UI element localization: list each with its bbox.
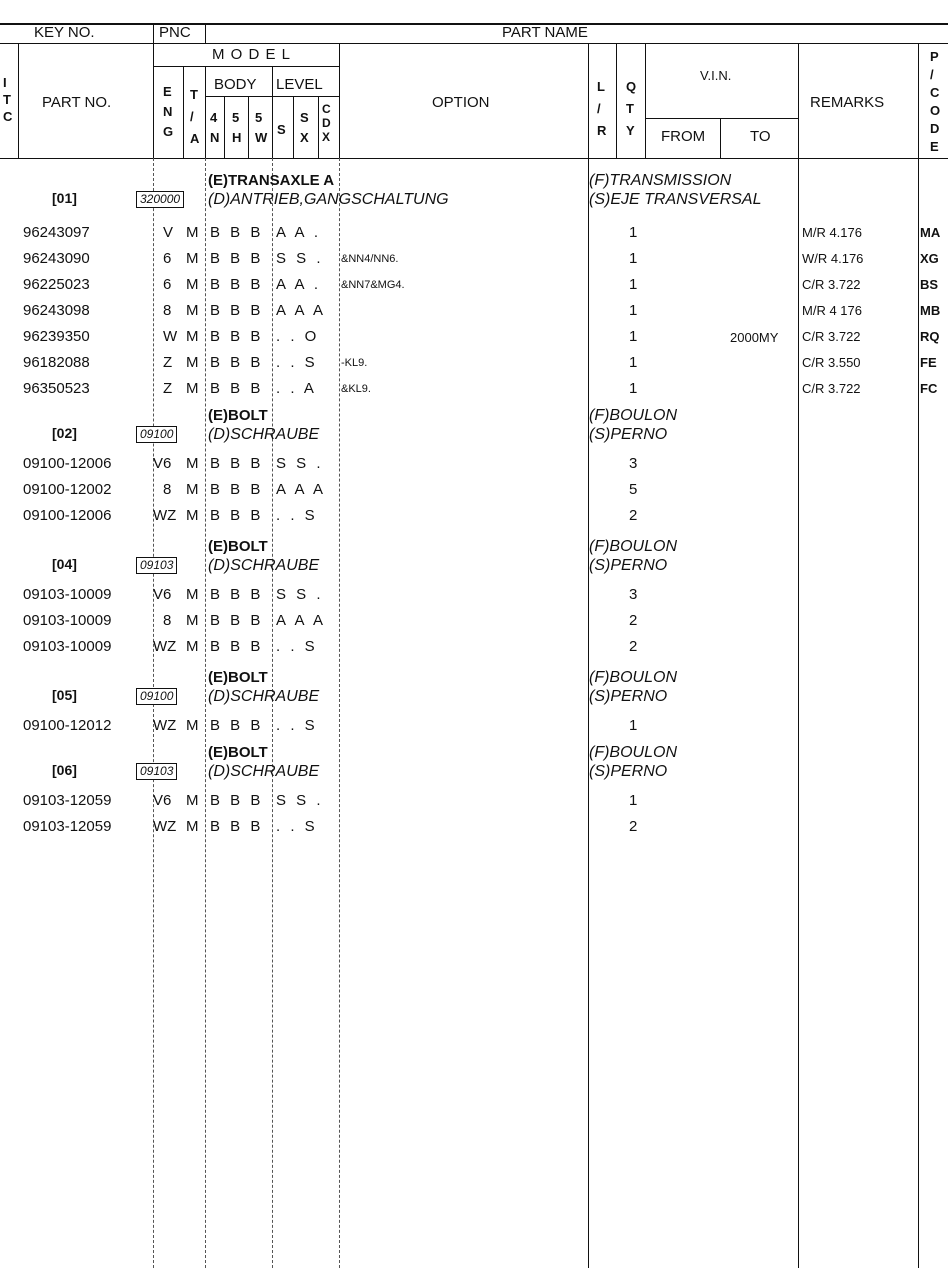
vin-to-header: TO [750, 128, 771, 145]
transaxle-code: M [186, 792, 199, 809]
pnc-box: 09100 [136, 426, 177, 443]
body-col-label: N [210, 130, 220, 145]
transaxle-code: M [186, 455, 199, 472]
part-name-spanish: (S)PERNO [589, 688, 668, 705]
part-name-spanish: (S)PERNO [589, 426, 668, 443]
col-vin-divider [798, 43, 799, 158]
body-applicability: B B B [210, 792, 264, 809]
level-applicability: S S . [276, 455, 324, 472]
key-number: [05] [52, 687, 77, 703]
pcode: FC [920, 381, 938, 396]
pnc-box: 09103 [136, 763, 177, 780]
quantity: 1 [629, 717, 638, 734]
engine-code: 8 [163, 302, 172, 319]
level-applicability: S S . [276, 250, 324, 267]
level-col-label: S [300, 110, 309, 125]
col-lr-divider [616, 43, 617, 158]
body-applicability: B B B [210, 481, 264, 498]
body-applicability: B B B [210, 586, 264, 603]
part-name-german: (D)SCHRAUBE [208, 426, 320, 443]
level-col-cdx [322, 102, 331, 144]
level-applicability: A A . [276, 276, 322, 293]
part-number: 09103-10009 [23, 586, 112, 603]
part-name-spanish: (S)PERNO [589, 763, 668, 780]
body-applicability: B B B [210, 455, 264, 472]
col-pnc-divider [205, 23, 206, 43]
lr-letter: / [597, 101, 601, 116]
remarks: C/R 3.722 [802, 381, 861, 396]
lr-letter: R [597, 123, 607, 138]
part-name-english: (E)BOLT [208, 669, 268, 686]
part-number: 96243090 [23, 250, 90, 267]
body-col-5w [255, 108, 267, 148]
quantity: 1 [629, 328, 638, 345]
part-name-spanish: (S)EJE TRANSVERSAL [589, 191, 762, 208]
col-itc-divider [18, 43, 19, 158]
body-applicability: B B B [210, 717, 264, 734]
engine-code: 8 [163, 612, 172, 629]
pcode: MA [920, 225, 941, 240]
col-level-s [293, 96, 294, 158]
body-line-ta [205, 158, 206, 1268]
engine-code: 6 [163, 250, 172, 267]
option-code: &NN4/NN6. [341, 253, 399, 265]
level-col-label: D [322, 116, 331, 130]
part-number: 09100-12006 [23, 455, 112, 472]
quantity: 1 [629, 354, 638, 371]
engine-code: V6 [153, 586, 172, 603]
option-code: &KL9. [341, 383, 371, 395]
engine-code: 6 [163, 276, 172, 293]
part-name-english: (E)BOLT [208, 538, 268, 555]
pcode: MB [920, 303, 941, 318]
body-applicability: B B B [210, 380, 264, 397]
header-rule-1 [0, 43, 948, 44]
transaxle-code: M [186, 302, 199, 319]
transaxle-code: M [186, 276, 199, 293]
part-name-french: (F)BOULON [589, 538, 677, 555]
part-number: 09103-10009 [23, 612, 112, 629]
engine-code: WZ [153, 638, 177, 655]
vin-from-header: FROM [661, 128, 706, 145]
level-applicability: . . S [276, 717, 318, 734]
pcode-header [930, 48, 940, 156]
qty-header [626, 76, 636, 142]
header-top-rule [0, 23, 948, 25]
eng-letter: E [163, 84, 172, 99]
body-col-label: 4 [210, 110, 218, 125]
itc-letter: C [3, 109, 13, 124]
part-name-german: (D)SCHRAUBE [208, 763, 320, 780]
engine-code: WZ [153, 818, 177, 835]
key-no-header: KEY NO. [34, 24, 95, 41]
body-applicability: B B B [210, 612, 264, 629]
pcode: BS [920, 277, 939, 292]
col-qty-divider [645, 43, 646, 158]
key-number: [04] [52, 556, 77, 572]
part-name-english: (E)TRANSAXLE A [208, 172, 335, 189]
part-number: 96225023 [23, 276, 90, 293]
remarks: W/R 4.176 [802, 251, 864, 266]
ta-header [190, 84, 199, 150]
lr-header [597, 76, 606, 142]
quantity: 1 [629, 380, 638, 397]
part-number: 96243098 [23, 302, 90, 319]
engine-code: WZ [153, 717, 177, 734]
vin-header: V.I.N. [700, 68, 732, 83]
body-applicability: B B B [210, 328, 264, 345]
itc-letter: T [3, 92, 11, 107]
body-line-remarks [918, 158, 919, 1268]
transaxle-code: M [186, 481, 199, 498]
transaxle-code: M [186, 328, 199, 345]
level-applicability: S S . [276, 792, 324, 809]
part-number: 96243097 [23, 224, 90, 241]
quantity: 1 [629, 302, 638, 319]
body-header: BODY [214, 76, 257, 93]
transaxle-code: M [186, 224, 199, 241]
engine-code: V [163, 224, 174, 241]
transaxle-code: M [186, 612, 199, 629]
quantity: 1 [629, 276, 638, 293]
col-partno-divider [153, 23, 154, 158]
level-col-label: C [322, 102, 331, 116]
body-col-5h [232, 108, 241, 148]
body-applicability: B B B [210, 507, 264, 524]
quantity: 2 [629, 638, 638, 655]
part-name-french: (F)BOULON [589, 669, 677, 686]
part-number: 09100-12006 [23, 507, 112, 524]
remarks: M/R 4.176 [802, 225, 862, 240]
part-name-german: (D)ANTRIEB,GANGSCHALTUNG [208, 191, 449, 208]
vin-rule [645, 118, 798, 119]
model-header: M O D E L [212, 46, 292, 63]
engine-code: WZ [153, 507, 177, 524]
body-applicability: B B B [210, 354, 264, 371]
col-option-divider [588, 43, 589, 158]
engine-code: Z [163, 380, 173, 397]
body-applicability: B B B [210, 818, 264, 835]
remarks: C/R 3.722 [802, 329, 861, 344]
pcode-letter: E [930, 139, 939, 154]
level-applicability: . . S [276, 818, 318, 835]
option-code: -KL9. [341, 357, 368, 369]
transaxle-code: M [186, 380, 199, 397]
quantity: 2 [629, 612, 638, 629]
level-applicability: . . S [276, 354, 318, 371]
part-name-english: (E)BOLT [208, 744, 268, 761]
part-number: 09103-12059 [23, 818, 112, 835]
col-model-divider [339, 43, 340, 158]
body-line-option [588, 158, 589, 1268]
part-name-german: (D)SCHRAUBE [208, 688, 320, 705]
quantity: 3 [629, 586, 638, 603]
pcode-letter: / [930, 67, 934, 82]
body-col-label: H [232, 130, 242, 145]
quantity: 1 [629, 250, 638, 267]
engine-code: V6 [153, 792, 172, 809]
body-applicability: B B B [210, 638, 264, 655]
pnc-header: PNC [159, 24, 191, 41]
col-body-4n [224, 96, 225, 158]
remarks: M/R 4 176 [802, 303, 862, 318]
qty-letter: Y [626, 123, 635, 138]
eng-letter: G [163, 124, 174, 139]
part-number: 96182088 [23, 354, 90, 371]
level-header: LEVEL [276, 76, 323, 93]
part-number: 96350523 [23, 380, 90, 397]
body-line-vin [798, 158, 799, 1268]
pcode: FE [920, 355, 937, 370]
level-col-label: X [300, 130, 309, 145]
col-level-sx [318, 96, 319, 158]
part-name-english: (E)BOLT [208, 407, 268, 424]
col-remarks-divider [918, 43, 919, 158]
transaxle-code: M [186, 354, 199, 371]
part-number: 09100-12002 [23, 481, 112, 498]
itc-letter: I [3, 75, 7, 90]
level-applicability: A A A [276, 612, 327, 629]
eng-header [163, 82, 173, 142]
part-name-header: PART NAME [502, 24, 588, 41]
part-number: 96239350 [23, 328, 90, 345]
part-number: 09103-12059 [23, 792, 112, 809]
key-number: [01] [52, 190, 77, 206]
part-name-french: (F)BOULON [589, 407, 677, 424]
transaxle-code: M [186, 717, 199, 734]
quantity: 5 [629, 481, 638, 498]
pnc-box: 09100 [136, 688, 177, 705]
level-applicability: A A A [276, 302, 327, 319]
body-col-label: W [255, 130, 268, 145]
vin-to: 2000MY [730, 330, 779, 345]
quantity: 3 [629, 455, 638, 472]
header-bottom-rule [0, 158, 948, 159]
part-name-french: (F)BOULON [589, 744, 677, 761]
itc-header [3, 74, 12, 125]
key-number: [06] [52, 762, 77, 778]
col-body-divider [272, 66, 273, 158]
quantity: 2 [629, 818, 638, 835]
col-from-divider [720, 118, 721, 158]
quantity: 1 [629, 224, 638, 241]
body-line-model [339, 158, 340, 1268]
level-applicability: . . S [276, 638, 318, 655]
col-eng-divider [183, 66, 184, 158]
remarks: C/R 3.722 [802, 277, 861, 292]
part-name-french: (F)TRANSMISSION [589, 172, 732, 189]
body-col-label: 5 [232, 110, 240, 125]
quantity: 2 [629, 507, 638, 524]
pcode-letter: D [930, 121, 940, 136]
part-name-spanish: (S)PERNO [589, 557, 668, 574]
engine-code: 8 [163, 481, 172, 498]
body-applicability: B B B [210, 224, 264, 241]
level-col-sx [300, 108, 309, 148]
level-applicability: A A A [276, 481, 327, 498]
body-col-label: 5 [255, 110, 263, 125]
engine-code: W [163, 328, 178, 345]
level-applicability: . . A [276, 380, 317, 397]
engine-code: V6 [153, 455, 172, 472]
remarks: C/R 3.550 [802, 355, 861, 370]
level-applicability: A A . [276, 224, 322, 241]
col-body-5h [248, 96, 249, 158]
quantity: 1 [629, 792, 638, 809]
level-applicability: . . S [276, 507, 318, 524]
transaxle-code: M [186, 638, 199, 655]
part-number: 09100-12012 [23, 717, 112, 734]
col-ta-divider [205, 66, 206, 158]
level-applicability: . . O [276, 328, 320, 345]
body-line-body [272, 158, 273, 1268]
remarks-header: REMARKS [810, 94, 885, 111]
pcode-letter: C [930, 85, 940, 100]
pnc-box: 09103 [136, 557, 177, 574]
transaxle-code: M [186, 586, 199, 603]
transaxle-code: M [186, 250, 199, 267]
option-code: &NN7&MG4. [341, 279, 405, 291]
option-header: OPTION [432, 94, 490, 111]
qty-letter: T [626, 101, 634, 116]
eng-letter: N [163, 104, 173, 119]
body-applicability: B B B [210, 250, 264, 267]
model-rule [153, 66, 339, 67]
ta-letter: A [190, 131, 200, 146]
body-applicability: B B B [210, 276, 264, 293]
level-applicability: S S . [276, 586, 324, 603]
body-applicability: B B B [210, 302, 264, 319]
part-no-header: PART NO. [42, 94, 112, 111]
body-line-partno [153, 158, 154, 1268]
level-col-label: X [322, 130, 331, 144]
level-col-s: S [277, 122, 286, 137]
pcode-letter: O [930, 103, 941, 118]
pcode-letter: P [930, 49, 939, 64]
ta-letter: T [190, 87, 198, 102]
key-number: [02] [52, 425, 77, 441]
part-number: 09103-10009 [23, 638, 112, 655]
qty-letter: Q [626, 79, 637, 94]
transaxle-code: M [186, 507, 199, 524]
lr-letter: L [597, 79, 605, 94]
pnc-box: 320000 [136, 191, 184, 208]
engine-code: Z [163, 354, 173, 371]
transaxle-code: M [186, 818, 199, 835]
pcode: RQ [920, 329, 940, 344]
pcode: XG [920, 251, 939, 266]
body-col-4n [210, 108, 219, 148]
ta-letter: / [190, 109, 194, 124]
part-name-german: (D)SCHRAUBE [208, 557, 320, 574]
